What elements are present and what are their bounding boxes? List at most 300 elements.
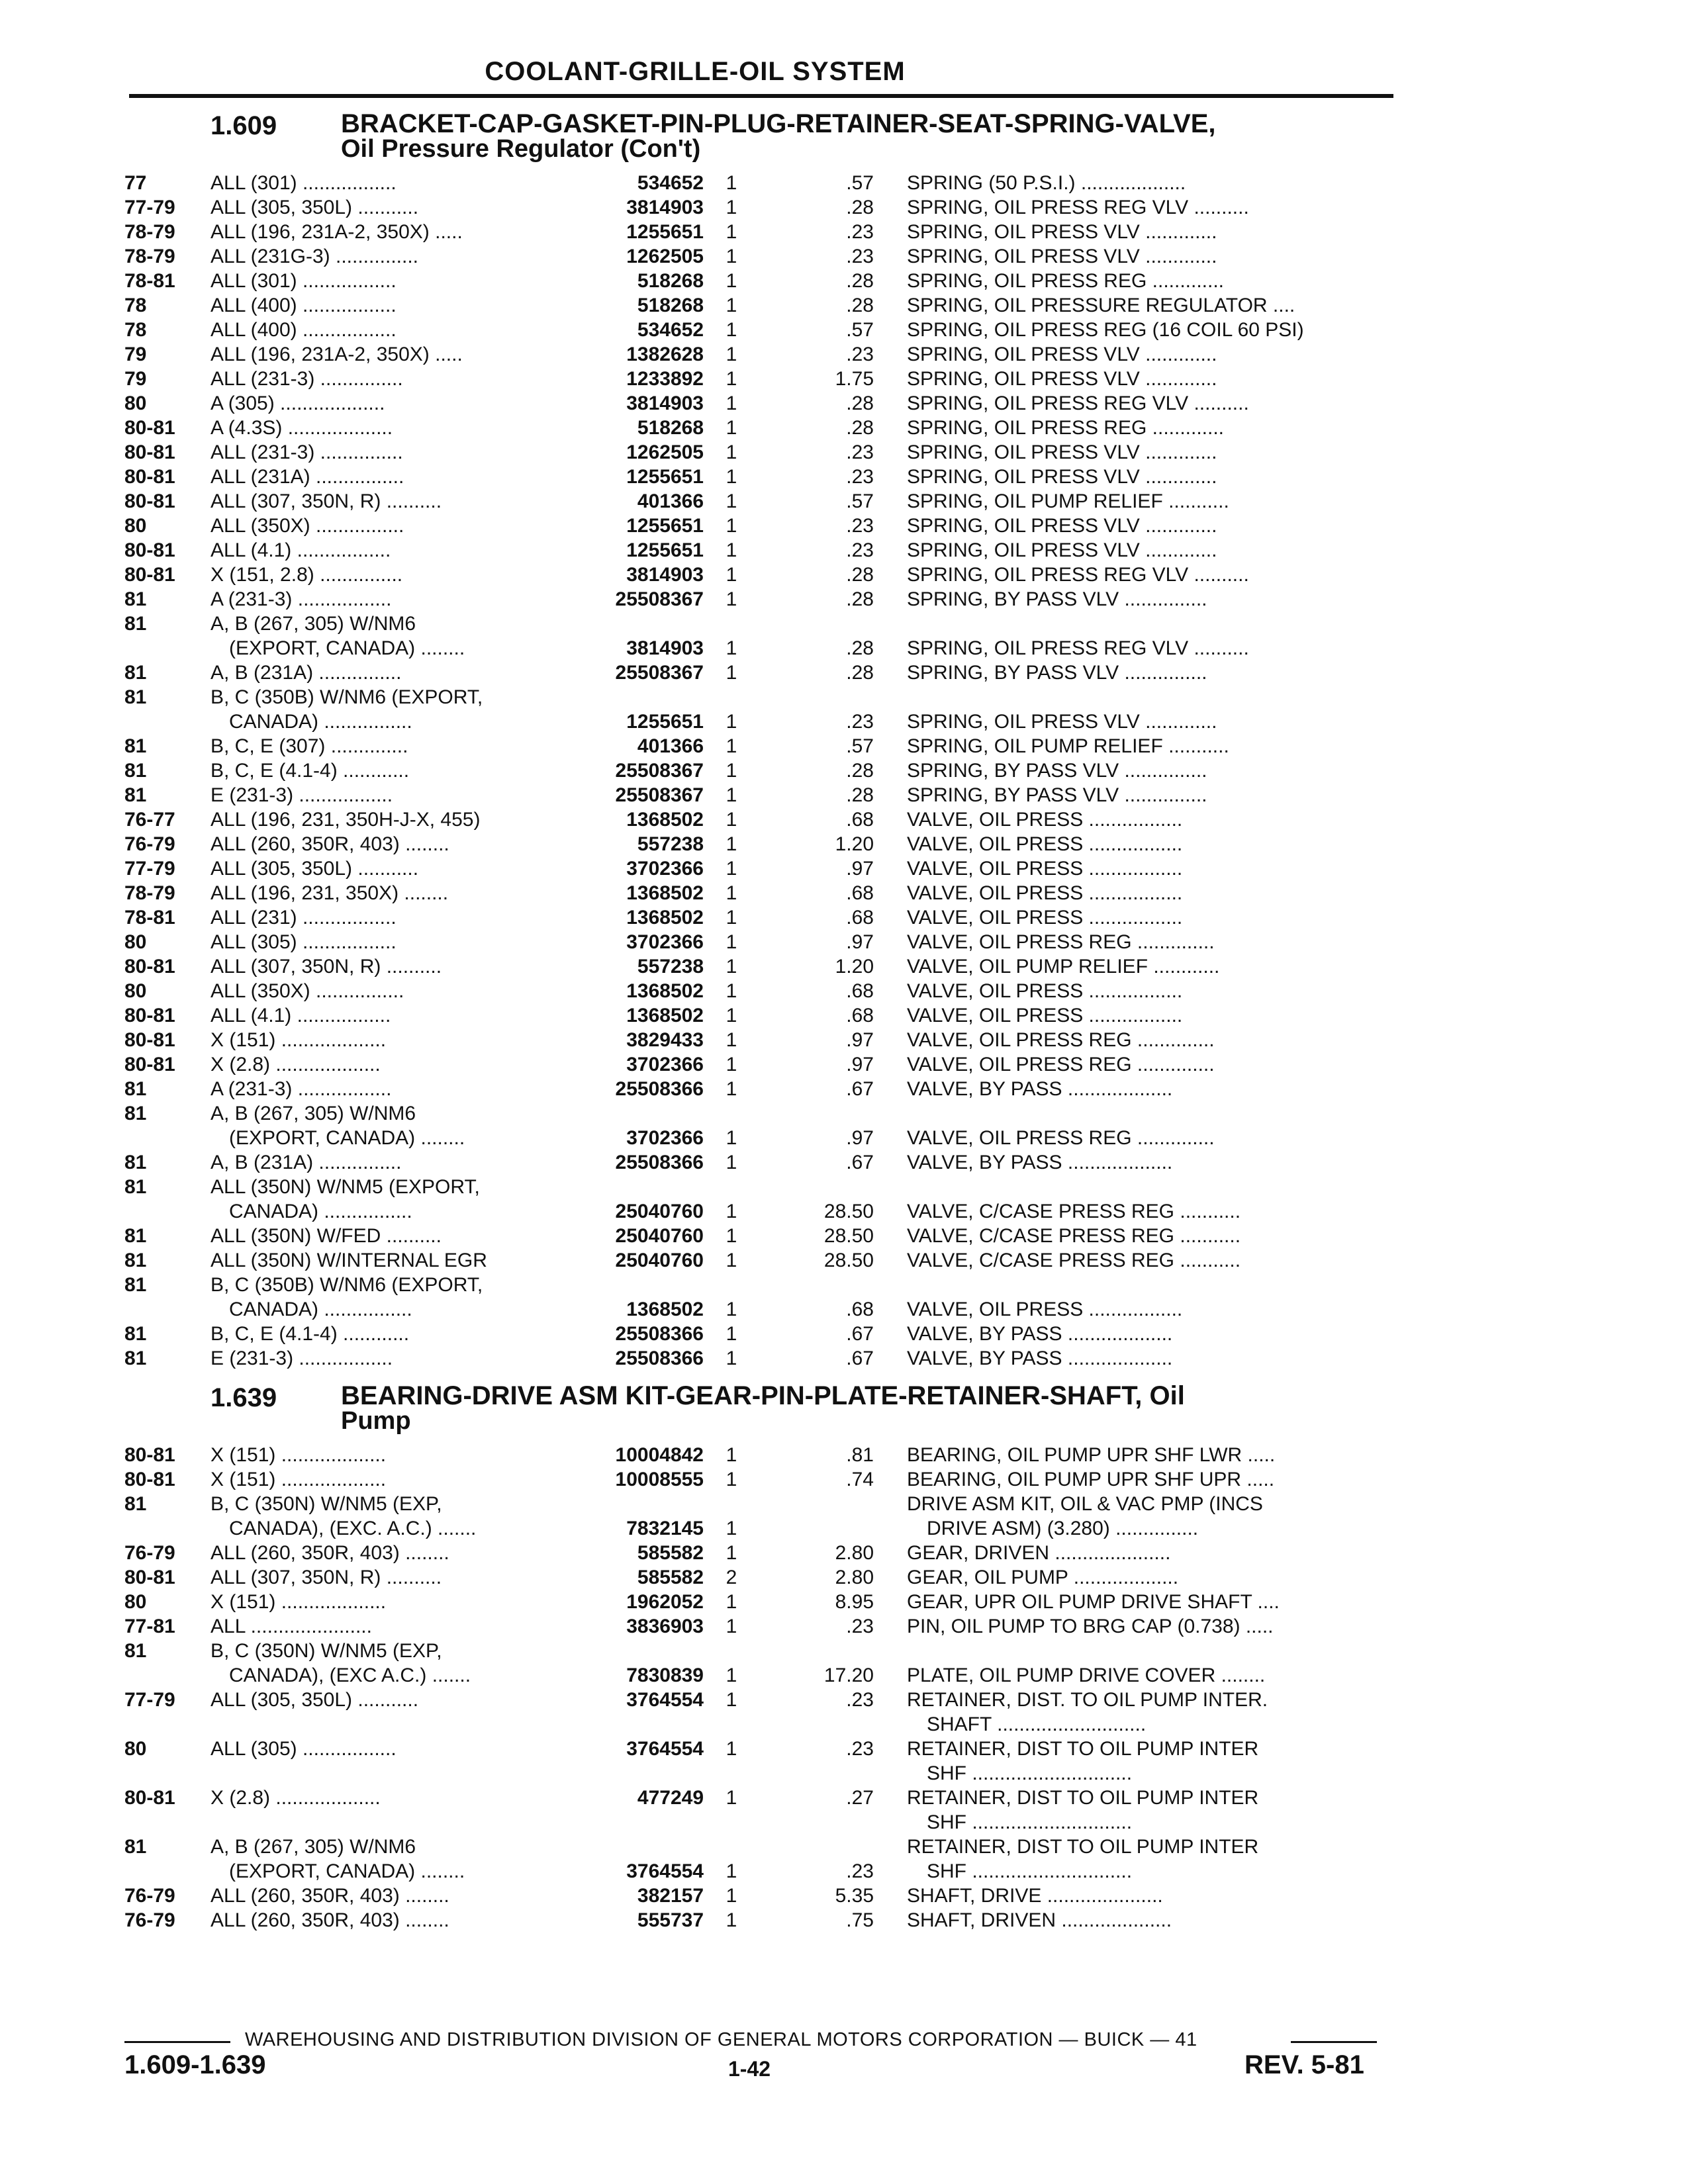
- description-line: SPRING, OIL PRESS VLV .............: [907, 539, 1217, 561]
- application-line: ALL (196, 231, 350X) ........: [211, 882, 449, 904]
- description-line: SPRING, OIL PRESS VLV .............: [907, 466, 1217, 488]
- application-line: B, C, E (4.1-4) ............: [211, 760, 410, 782]
- table-row: [0, 440, 1688, 465]
- model-year: 80-81: [124, 1005, 175, 1026]
- description-line: VALVE, OIL PRESS REG ..............: [907, 1054, 1215, 1075]
- model-year: 81: [124, 613, 147, 635]
- table-row: [0, 587, 1688, 612]
- price: .23: [846, 1860, 874, 1882]
- description-line: SPRING, OIL PUMP RELIEF ...........: [907, 735, 1229, 757]
- price: .23: [846, 343, 874, 365]
- model-year: 80-81: [124, 490, 175, 512]
- price: .68: [846, 980, 874, 1002]
- table-row: [0, 1492, 1688, 1541]
- model-year: 78-79: [124, 221, 175, 243]
- part-number: 3814903: [626, 392, 704, 414]
- quantity: 1: [726, 1738, 737, 1760]
- description: [907, 1541, 1383, 1565]
- table-row: [0, 660, 1688, 685]
- part-number: 3702366: [626, 931, 704, 953]
- description: [907, 1150, 1383, 1175]
- description-line: RETAINER, DIST TO OIL PUMP INTER: [907, 1738, 1259, 1760]
- application-line: (EXPORT, CANADA) ........: [229, 1860, 465, 1882]
- price: .28: [846, 270, 874, 292]
- description: [907, 220, 1383, 244]
- footer-text: WAREHOUSING AND DISTRIBUTION DIVISION OF GENERAL MOTORS CORPORATION — BUICK — 41: [245, 2029, 1197, 2050]
- quantity: 1: [726, 907, 737, 929]
- price: .97: [846, 1029, 874, 1051]
- quantity: 1: [726, 956, 737, 978]
- application-line: ALL (260, 350R, 403) ........: [211, 1542, 449, 1564]
- footer-page-number: 1-42: [728, 2057, 771, 2081]
- table-row: [0, 1737, 1688, 1786]
- description: [907, 1737, 1383, 1786]
- description-line: VALVE, BY PASS ...................: [907, 1078, 1173, 1100]
- quantity: 1: [726, 392, 737, 414]
- price: .97: [846, 1127, 874, 1149]
- part-number: 7832145: [626, 1518, 704, 1539]
- part-number: 3764554: [626, 1860, 704, 1882]
- model-year: 81: [124, 686, 147, 708]
- application-line: ALL (350X) ................: [211, 980, 404, 1002]
- application-line: ALL (301) .................: [211, 172, 397, 194]
- price: .28: [846, 784, 874, 806]
- section-1639-rows: [0, 1443, 1688, 1933]
- quantity: 1: [726, 1542, 737, 1564]
- part-number: 3702366: [626, 858, 704, 880]
- part-number: 382157: [637, 1885, 704, 1907]
- quantity: 1: [726, 246, 737, 267]
- description-line: VALVE, OIL PRESS .................: [907, 980, 1183, 1002]
- description-line: VALVE, C/CASE PRESS REG ...........: [907, 1250, 1241, 1271]
- description: [907, 660, 1383, 685]
- description: [907, 930, 1383, 954]
- price: .27: [846, 1787, 874, 1809]
- description: [907, 1052, 1383, 1077]
- description-line: GEAR, OIL PUMP ...................: [907, 1567, 1179, 1588]
- part-number: 1382628: [626, 343, 704, 365]
- model-year: 80-81: [124, 441, 175, 463]
- part-number: 25508366: [615, 1347, 704, 1369]
- part-number: 25508367: [615, 760, 704, 782]
- price: .23: [846, 1738, 874, 1760]
- table-row: [0, 1224, 1688, 1248]
- description-line: PIN, OIL PUMP TO BRG CAP (0.738) .....: [907, 1615, 1274, 1637]
- description-line: SPRING, OIL PRESS VLV .............: [907, 368, 1217, 390]
- description: [907, 905, 1383, 930]
- model-year: 80: [124, 931, 147, 953]
- description-line: SPRING, BY PASS VLV ...............: [907, 760, 1207, 782]
- description-line: SPRING, OIL PRESS REG .............: [907, 270, 1225, 292]
- application-line: CANADA) ................: [229, 711, 412, 733]
- part-number: 518268: [637, 295, 704, 316]
- application-line: ALL (305, 350L) ...........: [211, 858, 419, 880]
- table-row: [0, 1077, 1688, 1101]
- application-line: A, B (231A) ...............: [211, 662, 402, 684]
- table-row: [0, 391, 1688, 416]
- quantity: 1: [726, 197, 737, 218]
- model-year: 76-77: [124, 809, 175, 831]
- part-number: 477249: [637, 1787, 704, 1809]
- price: 1.20: [835, 833, 874, 855]
- quantity: 1: [726, 515, 737, 537]
- model-year: 81: [124, 1493, 147, 1515]
- model-year: 78: [124, 319, 147, 341]
- application-line: B, C (350N) W/NM5 (EXP,: [211, 1493, 442, 1515]
- footer-rule-right: [1291, 2041, 1377, 2043]
- quantity: 1: [726, 1689, 737, 1711]
- price: 5.35: [835, 1885, 874, 1907]
- application-line: ALL (260, 350R, 403) ........: [211, 1909, 449, 1931]
- description: [907, 1126, 1383, 1150]
- part-number: 3702366: [626, 1127, 704, 1149]
- table-row: [0, 195, 1688, 220]
- price: .57: [846, 490, 874, 512]
- application-line: CANADA) ................: [229, 1201, 412, 1222]
- table-row: [0, 807, 1688, 832]
- part-number: 401366: [637, 735, 704, 757]
- section-title-main: BEARING-DRIVE ASM KIT-GEAR-PIN-PLATE-RETAINER-SHAFT, Oil: [341, 1381, 1185, 1410]
- part-number: 25508367: [615, 662, 704, 684]
- quantity: 1: [726, 882, 737, 904]
- application-line: CANADA), (EXC. A.C.) .......: [229, 1518, 477, 1539]
- quantity: 1: [726, 1152, 737, 1173]
- application-line: ALL (400) .................: [211, 295, 397, 316]
- description: [907, 367, 1383, 391]
- model-year: 80-81: [124, 466, 175, 488]
- model-year: 80: [124, 515, 147, 537]
- application-line: ALL ......................: [211, 1615, 372, 1637]
- description: [907, 1590, 1383, 1614]
- application-line: ALL (260, 350R, 403) ........: [211, 1885, 449, 1907]
- part-number: 1368502: [626, 907, 704, 929]
- quantity: 1: [726, 466, 737, 488]
- price: .68: [846, 1005, 874, 1026]
- table-row: [0, 1003, 1688, 1028]
- table-row: [0, 293, 1688, 318]
- model-year: 81: [124, 784, 147, 806]
- model-year: 80-81: [124, 1444, 175, 1466]
- table-row: [0, 318, 1688, 342]
- application-line: B, C (350N) W/NM5 (EXP,: [211, 1640, 442, 1662]
- part-number: 1368502: [626, 1005, 704, 1026]
- table-row: [0, 538, 1688, 563]
- model-year: 80-81: [124, 1054, 175, 1075]
- table-row: [0, 1639, 1688, 1688]
- model-year: 81: [124, 1103, 147, 1124]
- table-row: [0, 1175, 1688, 1224]
- price: 1.75: [835, 368, 874, 390]
- description-line: SHAFT, DRIVE .....................: [907, 1885, 1163, 1907]
- description: [907, 489, 1383, 514]
- table-row: [0, 612, 1688, 660]
- description-line: SPRING, OIL PRESS VLV .............: [907, 711, 1217, 733]
- part-number: 7830839: [626, 1664, 704, 1686]
- model-year: 81: [124, 760, 147, 782]
- application-line: X (2.8) ...................: [211, 1054, 381, 1075]
- table-row: [0, 1565, 1688, 1590]
- part-number: 25508367: [615, 588, 704, 610]
- model-year: 81: [124, 588, 147, 610]
- title-rule: [129, 94, 1393, 98]
- description-line: VALVE, OIL PRESS REG ..............: [907, 1127, 1215, 1149]
- description-line: VALVE, BY PASS ...................: [907, 1152, 1173, 1173]
- model-year: 80-81: [124, 1469, 175, 1490]
- model-year: 81: [124, 1250, 147, 1271]
- description-line: GEAR, DRIVEN .....................: [907, 1542, 1171, 1564]
- model-year: 76-79: [124, 1909, 175, 1931]
- section-title-main: BRACKET-CAP-GASKET-PIN-PLUG-RETAINER-SEAT-SPRING-VALVE,: [341, 109, 1216, 138]
- price: 28.50: [823, 1250, 874, 1271]
- part-number: 534652: [637, 319, 704, 341]
- description-line: BEARING, OIL PUMP UPR SHF UPR .....: [907, 1469, 1275, 1490]
- application-line: ALL (196, 231, 350H-J-X, 455): [211, 809, 481, 831]
- price: 8.95: [835, 1591, 874, 1613]
- part-number: 1368502: [626, 809, 704, 831]
- part-number: 25040760: [615, 1201, 704, 1222]
- table-row: [0, 514, 1688, 538]
- price: .67: [846, 1078, 874, 1100]
- application-line: ALL (307, 350N, R) ..........: [211, 490, 442, 512]
- quantity: 1: [726, 441, 737, 463]
- description-line: VALVE, OIL PRESS REG ..............: [907, 1029, 1215, 1051]
- description-line: BEARING, OIL PUMP UPR SHF LWR .....: [907, 1444, 1276, 1466]
- price: .28: [846, 564, 874, 586]
- model-year: 79: [124, 343, 147, 365]
- description: [907, 1835, 1383, 1884]
- table-row: [0, 220, 1688, 244]
- description: [907, 587, 1383, 612]
- price: .28: [846, 295, 874, 316]
- price: .28: [846, 760, 874, 782]
- application-line: ALL (307, 350N, R) ..........: [211, 956, 442, 978]
- price: .23: [846, 441, 874, 463]
- quantity: 1: [726, 1615, 737, 1637]
- price: .28: [846, 197, 874, 218]
- description-line: DRIVE ASM KIT, OIL & VAC PMP (INCS: [907, 1493, 1263, 1515]
- part-number: 25508366: [615, 1078, 704, 1100]
- quantity: 1: [726, 295, 737, 316]
- description: [907, 734, 1383, 758]
- description: [907, 1003, 1383, 1028]
- application-line: A (231-3) .................: [211, 588, 392, 610]
- quantity: 1: [726, 417, 737, 439]
- quantity: 1: [726, 343, 737, 365]
- description: [907, 171, 1383, 195]
- application-line: ALL (350N) W/NM5 (EXPORT,: [211, 1176, 480, 1198]
- application-line: ALL (305, 350L) ...........: [211, 197, 419, 218]
- model-year: 77: [124, 172, 147, 194]
- model-year: 81: [124, 662, 147, 684]
- description-line: VALVE, OIL PRESS .................: [907, 1298, 1183, 1320]
- quantity: 1: [726, 1518, 737, 1539]
- part-number: 1255651: [626, 539, 704, 561]
- table-row: [0, 367, 1688, 391]
- part-number: 25508366: [615, 1323, 704, 1345]
- part-number: 557238: [637, 956, 704, 978]
- quantity: 1: [726, 270, 737, 292]
- quantity: 1: [726, 1225, 737, 1247]
- description: [907, 954, 1383, 979]
- application-line: ALL (260, 350R, 403) ........: [211, 833, 449, 855]
- application-line: ALL (350N) W/INTERNAL EGR: [211, 1250, 487, 1271]
- description: [907, 269, 1383, 293]
- quantity: 1: [726, 1078, 737, 1100]
- table-row: [0, 1346, 1688, 1371]
- description: [907, 1908, 1383, 1933]
- part-number: 25040760: [615, 1250, 704, 1271]
- model-year: 81: [124, 1078, 147, 1100]
- description-line: RETAINER, DIST TO OIL PUMP INTER: [907, 1787, 1259, 1809]
- price: .67: [846, 1152, 874, 1173]
- part-number: 534652: [637, 172, 704, 194]
- section-number: 1.609: [211, 111, 277, 140]
- application-line: B, C (350B) W/NM6 (EXPORT,: [211, 1274, 483, 1296]
- description-line: SPRING, OIL PRESS REG VLV ..........: [907, 197, 1249, 218]
- table-row: [0, 930, 1688, 954]
- description: [907, 1077, 1383, 1101]
- table-row: [0, 783, 1688, 807]
- price: .23: [846, 246, 874, 267]
- table-row: [0, 1908, 1688, 1933]
- description-line: SHAFT, DRIVEN ....................: [907, 1909, 1172, 1931]
- quantity: 1: [726, 564, 737, 586]
- application-line: CANADA), (EXC A.C.) .......: [229, 1664, 471, 1686]
- price: .23: [846, 466, 874, 488]
- footer-section-code: 1.609-1.639: [124, 2050, 266, 2079]
- price: .28: [846, 637, 874, 659]
- model-year: 77-81: [124, 1615, 175, 1637]
- quantity: 1: [726, 760, 737, 782]
- part-number: 3814903: [626, 564, 704, 586]
- quantity: 1: [726, 735, 737, 757]
- price: .67: [846, 1323, 874, 1345]
- model-year: 76-79: [124, 833, 175, 855]
- description: [907, 832, 1383, 856]
- table-row: [0, 905, 1688, 930]
- model-year: 80: [124, 1738, 147, 1760]
- description-line: RETAINER, DIST. TO OIL PUMP INTER.: [907, 1689, 1268, 1711]
- description-line: SHF .............................: [927, 1762, 1133, 1784]
- description-line: SPRING, OIL PRESS REG (16 COIL 60 PSI): [907, 319, 1304, 341]
- model-year: 80-81: [124, 1029, 175, 1051]
- table-row: [0, 1052, 1688, 1077]
- description: [907, 1663, 1383, 1688]
- model-year: 80-81: [124, 539, 175, 561]
- description: [907, 636, 1383, 660]
- application-line: A (4.3S) ...................: [211, 417, 393, 439]
- quantity: 1: [726, 1201, 737, 1222]
- quantity: 1: [726, 221, 737, 243]
- part-number: 585582: [637, 1542, 704, 1564]
- table-row: [0, 1248, 1688, 1273]
- application-line: ALL (4.1) .................: [211, 1005, 391, 1026]
- quantity: 1: [726, 1029, 737, 1051]
- model-year: 78-79: [124, 882, 175, 904]
- part-number: 10004842: [615, 1444, 704, 1466]
- model-year: 78: [124, 295, 147, 316]
- model-year: 81: [124, 1323, 147, 1345]
- part-number: 25508367: [615, 784, 704, 806]
- quantity: 1: [726, 1250, 737, 1271]
- quantity: 1: [726, 1005, 737, 1026]
- description-line: SPRING, OIL PRESS VLV .............: [907, 221, 1217, 243]
- part-number: 3829433: [626, 1029, 704, 1051]
- description-line: VALVE, C/CASE PRESS REG ...........: [907, 1201, 1241, 1222]
- price: .23: [846, 539, 874, 561]
- model-year: 76-79: [124, 1885, 175, 1907]
- price: .97: [846, 1054, 874, 1075]
- model-year: 81: [124, 1274, 147, 1296]
- part-number: 1255651: [626, 515, 704, 537]
- model-year: 78-79: [124, 246, 175, 267]
- quantity: 1: [726, 368, 737, 390]
- description: [907, 318, 1383, 342]
- description-line: SPRING, OIL PRESS REG VLV ..........: [907, 392, 1249, 414]
- quantity: 1: [726, 1909, 737, 1931]
- quantity: 1: [726, 588, 737, 610]
- description-line: SPRING, OIL PRESSURE REGULATOR ....: [907, 295, 1295, 316]
- description-line: SPRING, OIL PRESS REG VLV ..........: [907, 564, 1249, 586]
- description: [907, 293, 1383, 318]
- table-row: [0, 1688, 1688, 1737]
- model-year: 80: [124, 980, 147, 1002]
- quantity: 2: [726, 1567, 737, 1588]
- description: [907, 1028, 1383, 1052]
- application-line: ALL (196, 231A-2, 350X) .....: [211, 343, 463, 365]
- price: 17.20: [823, 1664, 874, 1686]
- table-row: [0, 1884, 1688, 1908]
- part-number: 1262505: [626, 441, 704, 463]
- application-line: ALL (231A) ................: [211, 466, 404, 488]
- description: [907, 440, 1383, 465]
- quantity: 1: [726, 980, 737, 1002]
- quantity: 1: [726, 1127, 737, 1149]
- application-line: A (231-3) .................: [211, 1078, 392, 1100]
- description: [907, 783, 1383, 807]
- description: [907, 1322, 1383, 1346]
- section-title: [341, 1383, 1400, 1433]
- price: 2.80: [835, 1567, 874, 1588]
- quantity: 1: [726, 1860, 737, 1882]
- part-number: 3764554: [626, 1689, 704, 1711]
- description-line: VALVE, OIL PRESS REG ..............: [907, 931, 1215, 953]
- description-line: SHF .............................: [927, 1860, 1133, 1882]
- description: [907, 979, 1383, 1003]
- application-line: A (305) ...................: [211, 392, 385, 414]
- price: .68: [846, 809, 874, 831]
- model-year: 80-81: [124, 1787, 175, 1809]
- part-number: 3814903: [626, 197, 704, 218]
- table-row: [0, 1322, 1688, 1346]
- application-line: ALL (196, 231A-2, 350X) .....: [211, 221, 463, 243]
- description: [907, 244, 1383, 269]
- price: .23: [846, 1615, 874, 1637]
- description: [907, 416, 1383, 440]
- application-line: ALL (4.1) .................: [211, 539, 391, 561]
- description: [907, 1884, 1383, 1908]
- part-number: 1255651: [626, 466, 704, 488]
- model-year: 80-81: [124, 956, 175, 978]
- application-line: ALL (231-3) ...............: [211, 368, 403, 390]
- description: [907, 709, 1383, 734]
- description-line: VALVE, OIL PRESS .................: [907, 907, 1183, 929]
- footer-rule-left: [124, 2041, 230, 2043]
- description: [907, 1224, 1383, 1248]
- part-number: 401366: [637, 490, 704, 512]
- application-line: A, B (231A) ...............: [211, 1152, 402, 1173]
- description: [907, 1199, 1383, 1224]
